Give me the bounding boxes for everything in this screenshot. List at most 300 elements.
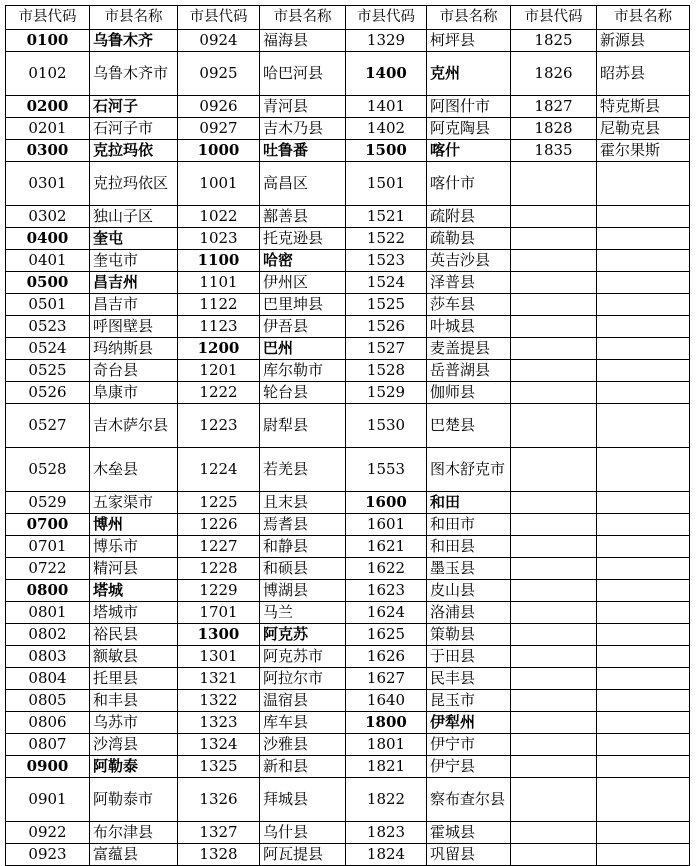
name-cell: 伊宁县: [427, 756, 511, 778]
name-cell: [597, 514, 690, 536]
name-cell: [597, 756, 690, 778]
code-cell: 0100: [6, 30, 90, 52]
name-cell: 石河子: [90, 96, 178, 118]
code-cell: 1500: [346, 140, 427, 162]
code-cell: 0524: [6, 338, 90, 360]
code-cell: 0701: [6, 536, 90, 558]
table-body: [6, 6, 690, 866]
code-cell: 0526: [6, 382, 90, 404]
code-cell: [511, 756, 597, 778]
name-cell: 青河县: [260, 96, 346, 118]
code-cell: 1001: [178, 162, 260, 206]
code-cell: [511, 822, 597, 844]
name-cell: 喀什市: [427, 162, 511, 206]
name-cell: 尉犁县: [260, 404, 346, 448]
name-cell: 阿图什市: [427, 96, 511, 118]
table-row: [6, 580, 690, 602]
code-cell: 1835: [511, 140, 597, 162]
code-cell: 0802: [6, 624, 90, 646]
code-cell: 0401: [6, 250, 90, 272]
code-cell: 0923: [6, 844, 90, 866]
name-cell: [597, 690, 690, 712]
code-cell: 1521: [346, 206, 427, 228]
name-cell: 塔城: [90, 580, 178, 602]
name-cell: 疏附县: [427, 206, 511, 228]
table-row: [6, 360, 690, 382]
name-cell: 伊宁市: [427, 734, 511, 756]
name-cell: 裕民县: [90, 624, 178, 646]
code-cell: 0501: [6, 294, 90, 316]
name-cell: 木垒县: [90, 448, 178, 492]
name-cell: [597, 844, 690, 866]
code-cell: [511, 382, 597, 404]
code-cell: 1229: [178, 580, 260, 602]
header-cell-code: 市县代码: [178, 6, 260, 30]
code-cell: 0300: [6, 140, 90, 162]
name-cell: 伊州区: [260, 272, 346, 294]
name-cell: 博乐市: [90, 536, 178, 558]
code-cell: 1701: [178, 602, 260, 624]
code-cell: 1626: [346, 646, 427, 668]
name-cell: 尼勒克县: [597, 118, 690, 140]
code-cell: 0400: [6, 228, 90, 250]
code-cell: 1000: [178, 140, 260, 162]
name-cell: 图木舒克市: [427, 448, 511, 492]
code-cell: 1625: [346, 624, 427, 646]
name-cell: 焉耆县: [260, 514, 346, 536]
name-cell: [597, 602, 690, 624]
name-cell: [597, 822, 690, 844]
code-cell: 1601: [346, 514, 427, 536]
code-cell: 1821: [346, 756, 427, 778]
code-cell: 1222: [178, 382, 260, 404]
name-cell: [597, 294, 690, 316]
name-cell: [597, 338, 690, 360]
code-cell: [511, 646, 597, 668]
name-cell: [597, 448, 690, 492]
code-cell: 0803: [6, 646, 90, 668]
code-cell: 0800: [6, 580, 90, 602]
table-row: [6, 712, 690, 734]
code-cell: [511, 162, 597, 206]
code-cell: 1022: [178, 206, 260, 228]
name-cell: 博湖县: [260, 580, 346, 602]
code-cell: [511, 844, 597, 866]
code-cell: 0804: [6, 668, 90, 690]
table-row: [6, 294, 690, 316]
code-cell: 0801: [6, 602, 90, 624]
name-cell: 阿克苏: [260, 624, 346, 646]
name-cell: [597, 316, 690, 338]
code-cell: 1325: [178, 756, 260, 778]
name-cell: [597, 360, 690, 382]
code-cell: [511, 624, 597, 646]
code-cell: [511, 206, 597, 228]
header-row: [6, 6, 690, 30]
code-cell: 1501: [346, 162, 427, 206]
name-cell: 岳普湖县: [427, 360, 511, 382]
name-cell: 英吉沙县: [427, 250, 511, 272]
code-cell: 1824: [346, 844, 427, 866]
name-cell: [597, 250, 690, 272]
name-cell: 新和县: [260, 756, 346, 778]
code-cell: 1323: [178, 712, 260, 734]
name-cell: 精河县: [90, 558, 178, 580]
name-cell: 石河子市: [90, 118, 178, 140]
code-cell: 0302: [6, 206, 90, 228]
name-cell: 独山子区: [90, 206, 178, 228]
region-code-table: [5, 5, 689, 866]
code-cell: 1322: [178, 690, 260, 712]
name-cell: 泽普县: [427, 272, 511, 294]
name-cell: [597, 382, 690, 404]
name-cell: [597, 536, 690, 558]
name-cell: 五家渠市: [90, 492, 178, 514]
table-row: [6, 690, 690, 712]
name-cell: 呼图壁县: [90, 316, 178, 338]
table-row: [6, 756, 690, 778]
code-cell: 1122: [178, 294, 260, 316]
code-cell: 1227: [178, 536, 260, 558]
code-cell: [511, 602, 597, 624]
code-cell: 1402: [346, 118, 427, 140]
name-cell: 巴楚县: [427, 404, 511, 448]
code-cell: 1801: [346, 734, 427, 756]
code-cell: 0927: [178, 118, 260, 140]
name-cell: 且末县: [260, 492, 346, 514]
name-cell: 布尔津县: [90, 822, 178, 844]
name-cell: [597, 580, 690, 602]
code-cell: 1627: [346, 668, 427, 690]
code-cell: 1228: [178, 558, 260, 580]
code-cell: 1223: [178, 404, 260, 448]
code-cell: 1525: [346, 294, 427, 316]
table-row: [6, 734, 690, 756]
code-cell: [511, 580, 597, 602]
name-cell: 麦盖提县: [427, 338, 511, 360]
name-cell: 阿克陶县: [427, 118, 511, 140]
name-cell: 玛纳斯县: [90, 338, 178, 360]
name-cell: 策勒县: [427, 624, 511, 646]
name-cell: [597, 228, 690, 250]
name-cell: 疏勒县: [427, 228, 511, 250]
name-cell: 和硕县: [260, 558, 346, 580]
name-cell: 克拉玛依区: [90, 162, 178, 206]
code-cell: 0926: [178, 96, 260, 118]
name-cell: 奇台县: [90, 360, 178, 382]
name-cell: [597, 646, 690, 668]
table-row: [6, 52, 690, 96]
code-cell: [511, 734, 597, 756]
code-cell: 1301: [178, 646, 260, 668]
code-cell: 1621: [346, 536, 427, 558]
code-cell: 1226: [178, 514, 260, 536]
name-cell: 克州: [427, 52, 511, 96]
header-cell-name: 市县名称: [90, 6, 178, 30]
code-cell: 1324: [178, 734, 260, 756]
code-cell: 1527: [346, 338, 427, 360]
name-cell: 新源县: [597, 30, 690, 52]
name-cell: 阿勒泰市: [90, 778, 178, 822]
name-cell: 乌什县: [260, 822, 346, 844]
code-cell: [511, 712, 597, 734]
code-cell: [511, 228, 597, 250]
name-cell: 哈巴河县: [260, 52, 346, 96]
code-cell: 0200: [6, 96, 90, 118]
header-cell-name: 市县名称: [427, 6, 511, 30]
name-cell: 特克斯县: [597, 96, 690, 118]
table-row: [6, 646, 690, 668]
table-row: [6, 30, 690, 52]
code-cell: 1524: [346, 272, 427, 294]
code-cell: 0807: [6, 734, 90, 756]
name-cell: [597, 206, 690, 228]
name-cell: 阜康市: [90, 382, 178, 404]
code-cell: 1200: [178, 338, 260, 360]
table-row: [6, 492, 690, 514]
code-cell: 1401: [346, 96, 427, 118]
name-cell: 昆玉市: [427, 690, 511, 712]
table-row: [6, 448, 690, 492]
code-cell: 1623: [346, 580, 427, 602]
code-cell: 1400: [346, 52, 427, 96]
code-cell: 1201: [178, 360, 260, 382]
code-cell: 0523: [6, 316, 90, 338]
code-cell: 1023: [178, 228, 260, 250]
code-cell: 1624: [346, 602, 427, 624]
name-cell: [597, 734, 690, 756]
code-cell: [511, 514, 597, 536]
code-cell: 0529: [6, 492, 90, 514]
code-cell: [511, 536, 597, 558]
code-cell: 0528: [6, 448, 90, 492]
code-cell: 0924: [178, 30, 260, 52]
table-row: [6, 844, 690, 866]
code-cell: 1326: [178, 778, 260, 822]
name-cell: 和静县: [260, 536, 346, 558]
header-cell-code: 市县代码: [511, 6, 597, 30]
code-cell: [511, 448, 597, 492]
code-cell: [511, 316, 597, 338]
table-row: [6, 382, 690, 404]
name-cell: 马兰: [260, 602, 346, 624]
name-cell: 高昌区: [260, 162, 346, 206]
code-cell: [511, 338, 597, 360]
name-cell: 皮山县: [427, 580, 511, 602]
name-cell: 和田: [427, 492, 511, 514]
name-cell: [597, 272, 690, 294]
code-cell: 1101: [178, 272, 260, 294]
name-cell: 阿拉尔市: [260, 668, 346, 690]
name-cell: 富蕴县: [90, 844, 178, 866]
name-cell: 霍城县: [427, 822, 511, 844]
code-cell: 1300: [178, 624, 260, 646]
name-cell: 鄯善县: [260, 206, 346, 228]
name-cell: 塔城市: [90, 602, 178, 624]
code-cell: 1600: [346, 492, 427, 514]
name-cell: 民丰县: [427, 668, 511, 690]
code-cell: 1321: [178, 668, 260, 690]
code-cell: [511, 558, 597, 580]
table-row: [6, 822, 690, 844]
name-cell: 阿勒泰: [90, 756, 178, 778]
name-cell: 轮台县: [260, 382, 346, 404]
code-cell: 1553: [346, 448, 427, 492]
code-table: [5, 5, 690, 866]
name-cell: 伊犁州: [427, 712, 511, 734]
table-row: [6, 250, 690, 272]
name-cell: 和田市: [427, 514, 511, 536]
code-cell: 1530: [346, 404, 427, 448]
code-cell: 0925: [178, 52, 260, 96]
table-row: [6, 404, 690, 448]
name-cell: 和田县: [427, 536, 511, 558]
code-cell: 0301: [6, 162, 90, 206]
code-cell: 1823: [346, 822, 427, 844]
code-cell: 1225: [178, 492, 260, 514]
name-cell: [597, 712, 690, 734]
table-row: [6, 206, 690, 228]
code-cell: 1622: [346, 558, 427, 580]
code-cell: 1528: [346, 360, 427, 382]
table-row: [6, 778, 690, 822]
name-cell: 阿瓦提县: [260, 844, 346, 866]
header-cell-name: 市县名称: [260, 6, 346, 30]
code-cell: 1800: [346, 712, 427, 734]
code-cell: 0525: [6, 360, 90, 382]
name-cell: 墨玉县: [427, 558, 511, 580]
name-cell: [597, 778, 690, 822]
header-cell-code: 市县代码: [346, 6, 427, 30]
table-row: [6, 668, 690, 690]
name-cell: 昌吉市: [90, 294, 178, 316]
code-cell: 1522: [346, 228, 427, 250]
name-cell: 莎车县: [427, 294, 511, 316]
code-cell: 1822: [346, 778, 427, 822]
name-cell: 阿克苏市: [260, 646, 346, 668]
code-cell: [511, 272, 597, 294]
name-cell: 温宿县: [260, 690, 346, 712]
name-cell: 奎屯: [90, 228, 178, 250]
code-cell: 1825: [511, 30, 597, 52]
code-cell: 0806: [6, 712, 90, 734]
code-cell: 1328: [178, 844, 260, 866]
name-cell: [597, 558, 690, 580]
name-cell: 哈密: [260, 250, 346, 272]
name-cell: 沙雅县: [260, 734, 346, 756]
table-row: [6, 514, 690, 536]
code-cell: 0102: [6, 52, 90, 96]
name-cell: [597, 624, 690, 646]
code-cell: 1529: [346, 382, 427, 404]
name-cell: 吉木乃县: [260, 118, 346, 140]
code-cell: [511, 250, 597, 272]
name-cell: 察布查尔县: [427, 778, 511, 822]
code-cell: 1123: [178, 316, 260, 338]
name-cell: 和丰县: [90, 690, 178, 712]
name-cell: 托里县: [90, 668, 178, 690]
table-row: [6, 558, 690, 580]
table-row: [6, 228, 690, 250]
name-cell: 昌吉州: [90, 272, 178, 294]
name-cell: 巴里坤县: [260, 294, 346, 316]
code-cell: 1224: [178, 448, 260, 492]
code-cell: [511, 360, 597, 382]
name-cell: 福海县: [260, 30, 346, 52]
code-cell: 1828: [511, 118, 597, 140]
code-cell: 0500: [6, 272, 90, 294]
name-cell: 柯坪县: [427, 30, 511, 52]
code-cell: 1526: [346, 316, 427, 338]
code-cell: 0922: [6, 822, 90, 844]
name-cell: 吉木萨尔县: [90, 404, 178, 448]
name-cell: 乌鲁木齐: [90, 30, 178, 52]
table-row: [6, 162, 690, 206]
table-row: [6, 316, 690, 338]
code-cell: 0700: [6, 514, 90, 536]
name-cell: 喀什: [427, 140, 511, 162]
code-cell: 0805: [6, 690, 90, 712]
table-row: [6, 338, 690, 360]
table-row: [6, 272, 690, 294]
name-cell: 克拉玛依: [90, 140, 178, 162]
name-cell: 拜城县: [260, 778, 346, 822]
name-cell: 库尔勒市: [260, 360, 346, 382]
code-cell: 1523: [346, 250, 427, 272]
code-cell: [511, 690, 597, 712]
name-cell: 额敏县: [90, 646, 178, 668]
code-cell: 0900: [6, 756, 90, 778]
name-cell: 吐鲁番: [260, 140, 346, 162]
name-cell: 若羌县: [260, 448, 346, 492]
code-cell: [511, 492, 597, 514]
code-cell: [511, 294, 597, 316]
name-cell: 霍尔果斯: [597, 140, 690, 162]
table-row: [6, 140, 690, 162]
header-cell-code: 市县代码: [6, 6, 90, 30]
code-cell: 0201: [6, 118, 90, 140]
table-row: [6, 96, 690, 118]
table-row: [6, 118, 690, 140]
code-cell: [511, 404, 597, 448]
code-cell: 1827: [511, 96, 597, 118]
code-cell: 1327: [178, 822, 260, 844]
name-cell: 博州: [90, 514, 178, 536]
name-cell: [597, 162, 690, 206]
code-cell: 1100: [178, 250, 260, 272]
table-row: [6, 536, 690, 558]
name-cell: [597, 404, 690, 448]
code-cell: 1826: [511, 52, 597, 96]
name-cell: 乌鲁木齐市: [90, 52, 178, 96]
name-cell: 沙湾县: [90, 734, 178, 756]
code-cell: [511, 668, 597, 690]
name-cell: 叶城县: [427, 316, 511, 338]
code-cell: 0527: [6, 404, 90, 448]
name-cell: 伽师县: [427, 382, 511, 404]
name-cell: 伊吾县: [260, 316, 346, 338]
name-cell: 库车县: [260, 712, 346, 734]
table-row: [6, 602, 690, 624]
name-cell: 巩留县: [427, 844, 511, 866]
name-cell: [597, 492, 690, 514]
name-cell: 昭苏县: [597, 52, 690, 96]
code-cell: 1329: [346, 30, 427, 52]
table-row: [6, 624, 690, 646]
name-cell: 洛浦县: [427, 602, 511, 624]
name-cell: 巴州: [260, 338, 346, 360]
name-cell: 乌苏市: [90, 712, 178, 734]
